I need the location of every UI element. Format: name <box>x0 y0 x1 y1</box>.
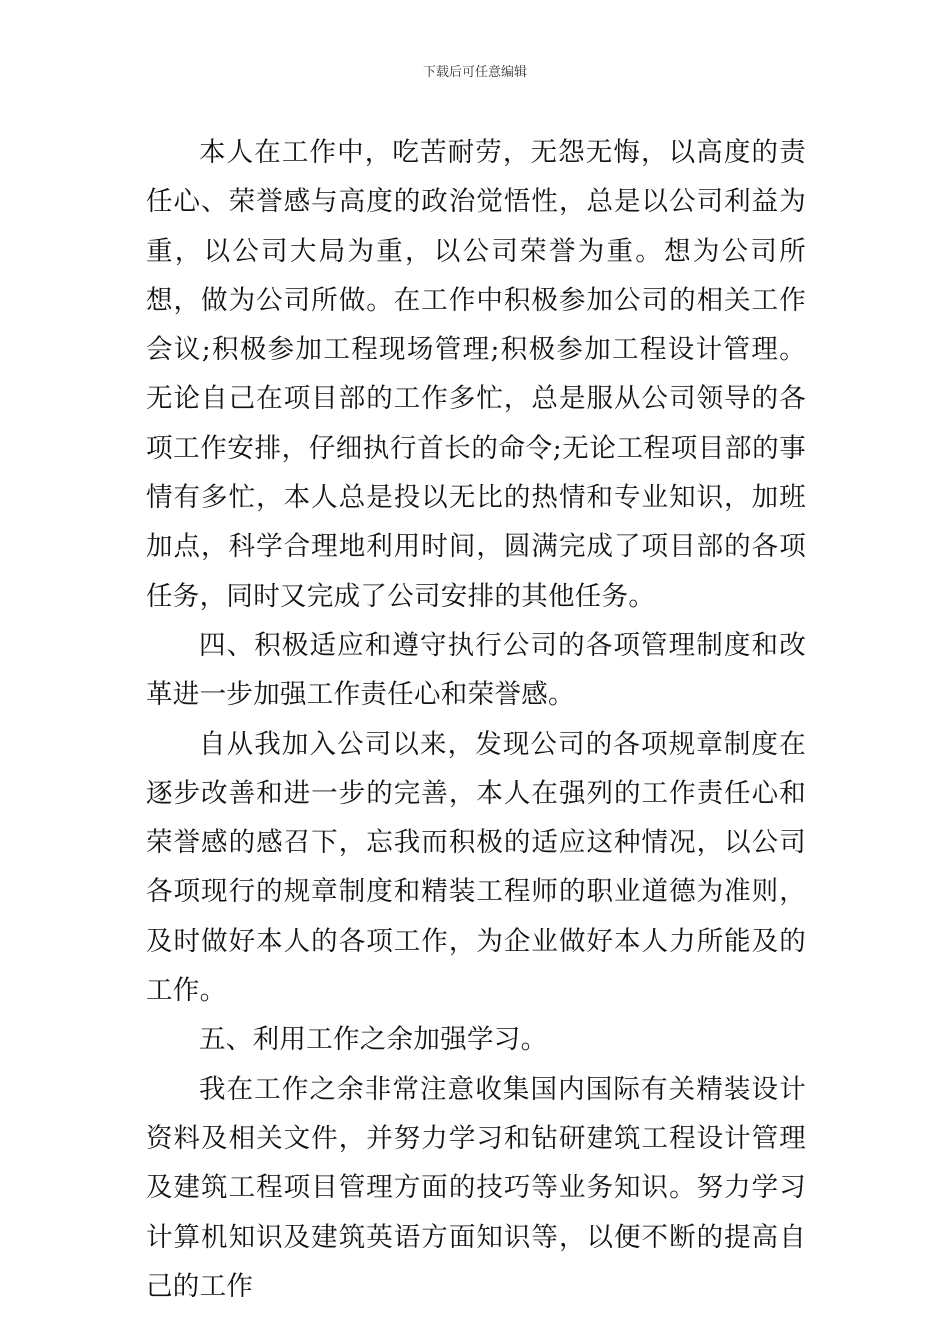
document-body <box>146 128 806 1311</box>
section-heading-5: 五、利用工作之余加强学习。 <box>199 1024 548 1056</box>
paragraph-dedication: 本人在工作中，吃苦耐劳，无怨无悔，以高度的责任心、荣誉感与高度的政治觉悟性，总是以公司利益为重，以公司大局为重，以公司荣誉为重。想为公司所想，做为公司所做。在工作中积极参加公司的相关工作会议;积极参加工程现场管理;积极参加工程设计管理。无论自己在项目部的工作多忙，总是服从公司领导的各项工作安排，仔细执行首长的命令;无论工程项目部的事情有多忙，本人总是投以无比的热情和专业知识，加班加点，科学合理地利用时间，圆满完成了项目部的各项任务，同时又完成了公司安排的其他任务。 <box>146 137 806 612</box>
section-heading-4: 四、积极适应和遵守执行公司的各项管理制度和改革进一步加强工作责任心和荣誉感。 <box>146 629 806 711</box>
page-header: 下载后可任意编辑 <box>422 65 527 80</box>
paragraph-learning: 我在工作之余非常注意收集国内国际有关精装设计资料及相关文件，并努力学习和钻研建筑工程设计管理及建筑工程项目管理方面的技巧等业务知识。努力学习计算机知识及建筑英语方面知识等，以便不断的提高自己的工作 <box>146 1073 806 1302</box>
paragraph-regulations: 自从我加入公司以来，发现公司的各项规章制度在逐步改善和进一步的完善，本人在强列的工作责任心和荣誉感的感召下，忘我而积极的适应这种情况，以公司各项现行的规章制度和精装工程师的职业道德为准则，及时做好本人的各项工作，为企业做好本人力所能及的工作。 <box>146 728 806 1007</box>
